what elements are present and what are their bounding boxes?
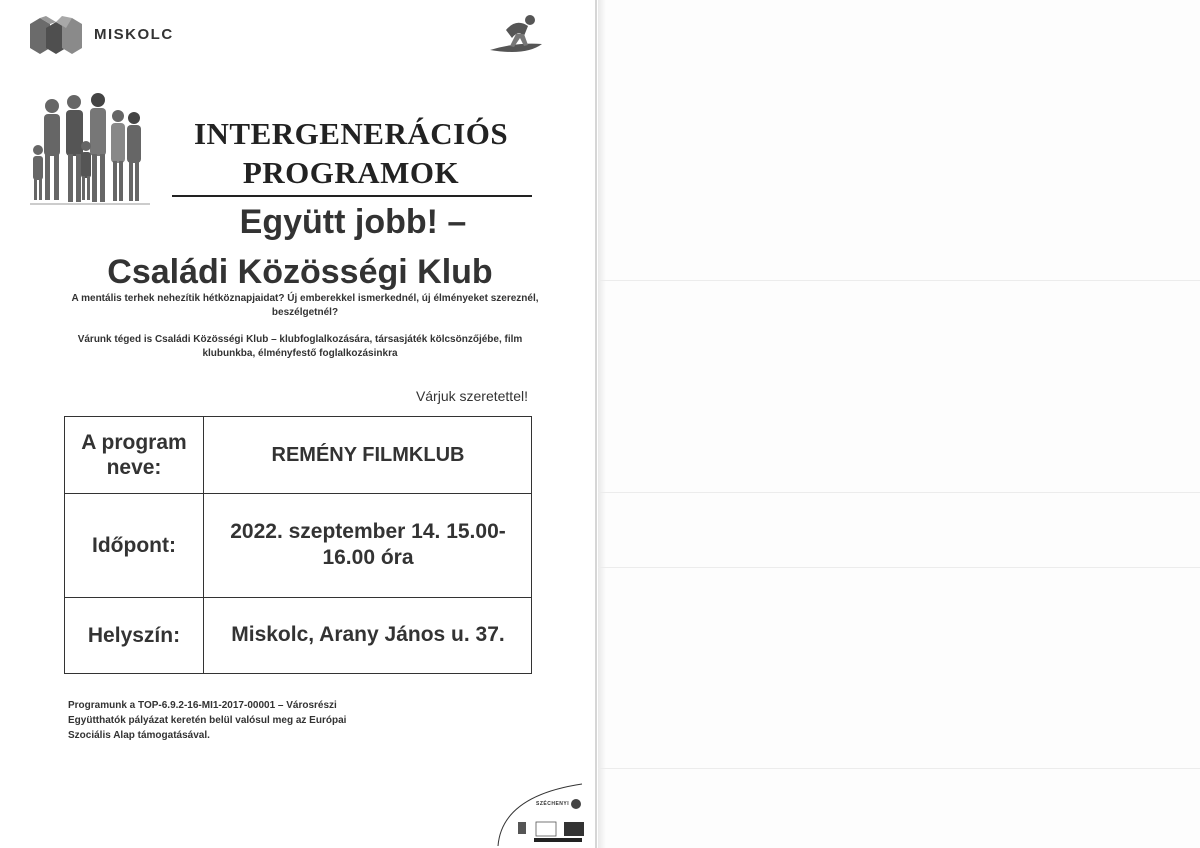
surfer-icon bbox=[486, 12, 546, 56]
time-label: Időpont: bbox=[65, 493, 204, 597]
scan-line bbox=[598, 768, 1200, 769]
table-row bbox=[65, 417, 531, 494]
intro-paragraph-1: A mentális terhek nehezítik hétköznapjaidat? Új emberekkel ismerkednél, új élményeket szereznél, beszélgetnél? bbox=[71, 293, 539, 318]
heading-underline bbox=[172, 195, 532, 197]
program-name-label: A program neve: bbox=[65, 417, 204, 493]
scan-line bbox=[598, 280, 1200, 281]
program-name-value: REMÉNY FILMKLUB bbox=[271, 444, 465, 466]
table-row bbox=[65, 493, 531, 598]
heading-line-2: PROGRAMOK bbox=[242, 155, 460, 190]
logo-text: MISKOLC bbox=[94, 26, 174, 43]
funding-note: Programunk a TOP-6.9.2-16-MI1-2017-00001 – Városrészi Együtthatók pályázat keretén belül valósul meg az Európai Szociális Alap támogatásával. bbox=[68, 700, 347, 741]
szechenyi-badge-label: SZÉCHENYI bbox=[536, 801, 570, 807]
program-category-heading bbox=[172, 114, 530, 192]
club-title-line-2: Családi Közösségi Klub bbox=[107, 253, 493, 291]
family-generations-icon bbox=[30, 88, 150, 208]
location-value: Miskolc, Arany János u. 37. bbox=[231, 623, 505, 646]
closing-greeting: Várjuk szeretettel! bbox=[415, 388, 528, 404]
document-page bbox=[0, 0, 596, 848]
scan-line bbox=[598, 567, 1200, 568]
heading-line-1: INTERGENERÁCIÓS bbox=[193, 116, 509, 151]
szechenyi-2020-icon bbox=[496, 778, 592, 846]
intro-paragraph-2: Várunk téged is Családi Közösségi Klub – klubfoglalkozására, társasjáték kölcsönzőjébe, film klubunkba, élményfestő foglalkozásinkra bbox=[77, 334, 523, 359]
table-row bbox=[65, 597, 531, 673]
page-edge-shadow bbox=[598, 0, 606, 848]
miskolc-m-logo-icon bbox=[28, 14, 84, 54]
program-info-table bbox=[64, 416, 532, 674]
location-label: Helyszín: bbox=[65, 597, 204, 673]
scan-line bbox=[598, 492, 1200, 493]
club-title-line-1: Együtt jobb! – bbox=[239, 203, 467, 241]
blank-page bbox=[598, 0, 1200, 848]
time-value: 2022. szeptember 14. 15.00-16.00 óra bbox=[230, 520, 506, 569]
page-divider bbox=[595, 0, 597, 848]
